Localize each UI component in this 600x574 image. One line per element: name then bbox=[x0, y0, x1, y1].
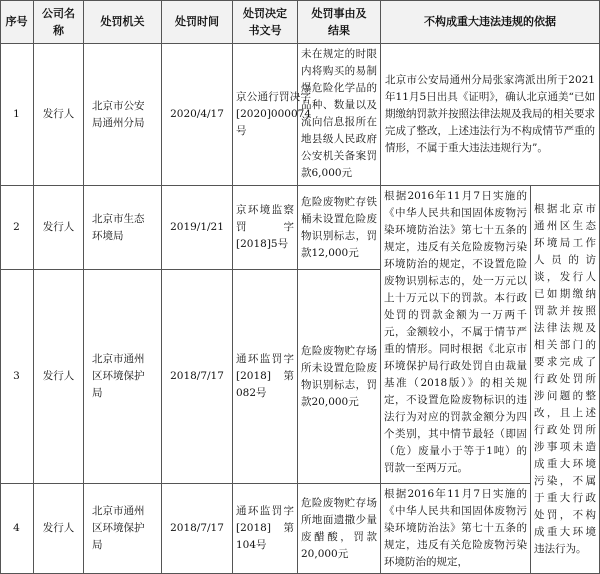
row2-authority: 北京市生态环境局 bbox=[84, 186, 162, 270]
row3-date: 2018/7/17 bbox=[162, 270, 233, 484]
row2-reason: 危险废物贮存铁桶未设置危险废物识别标志，罚款12,000元 bbox=[298, 186, 381, 270]
row1-date: 2020/4/17 bbox=[162, 44, 233, 186]
row3-company: 发行人 bbox=[34, 270, 84, 484]
row1-reason: 未在规定的时限内将购买的易制爆危险化学品的品种、数量以及流向信息报所在地县级人民政府公安机关备案罚款6,000元 bbox=[298, 44, 381, 186]
row2-doc: 京环境监察罚字[2018]5号 bbox=[233, 186, 298, 270]
row1-basis: 北京市公安局通州分局张家湾派出所于2021年11月5日出具《证明》，确认北京通美“已如期缴纳罚款并按照法律法规及我局的相关要求完成了整改，上述违法行为不构成情节严重的情形，不属于重大违法违规行为”。 bbox=[381, 44, 600, 186]
header-seq: 序号 bbox=[0, 0, 34, 44]
row3-authority: 北京市通州区环境保护局 bbox=[84, 270, 162, 484]
header-authority: 处罚机关 bbox=[84, 0, 162, 44]
header-reason: 处罚事由及结果 bbox=[298, 0, 381, 44]
row2-company: 发行人 bbox=[34, 186, 84, 270]
basis-rows-2-4-right: 根据北京市通州区生态环境局工作人员的访谈，发行人已如期缴纳罚款并按照法律法规及相关部门的要求完成了行政处罚所涉问题的整改，且上述行政处罚所涉事项未造成重大环境污染，不属于重大行政处罚，不构成重大环境违法行为。 bbox=[531, 186, 600, 574]
header-date: 处罚时间 bbox=[162, 0, 233, 44]
row1-seq: 1 bbox=[0, 44, 34, 186]
header-doc: 处罚决定书文号 bbox=[233, 0, 298, 44]
row1-doc: 京公通行罚决字[2020]000074号 bbox=[233, 44, 298, 186]
row3-reason: 危险废物贮存场所未设置危险废物识别标志，罚款20,000元 bbox=[298, 270, 381, 484]
row3-seq: 3 bbox=[0, 270, 34, 484]
row4-date: 2018/7/17 bbox=[162, 484, 233, 574]
basis-rows-2-3: 根据2016年11月7日实施的《中华人民共和国固体废物污染环境防治法》第七十五条的规定，违反有关危险废物污染环境防治的规定，不设置危险废物识别标志的，处一万元以上十万元以下的罚款。本行政处罚的罚款金额为一万两千元，金额较小，不属于情节严重的情形。同时根据《北京市环境保护局行政处罚自由裁量基准（2018版）》的相关规定，不设置危险废物标识的违法行为对应的罚款金额分为四个类别，其中情节最轻（即固（危）废量小于等于1吨）的罚款一至两万元。 bbox=[381, 186, 531, 484]
row1-authority: 北京市公安局通州分局 bbox=[84, 44, 162, 186]
row4-reason: 危险废物贮存场所地面遗撒少量废醋酸，罚款20,000元 bbox=[298, 484, 381, 574]
row4-authority: 北京市通州区环境保护局 bbox=[84, 484, 162, 574]
header-basis: 不构成重大违法违规的依据 bbox=[381, 0, 600, 44]
row1-company: 发行人 bbox=[34, 44, 84, 186]
row4-doc: 通环监罚字[2018]第104号 bbox=[233, 484, 298, 574]
basis-row-4: 根据2016年11月7日实施的《中华人民共和国固体废物污染环境防治法》第七十五条的规定，违反有关危险废物污染环境防治的规定， bbox=[381, 484, 531, 574]
row2-seq: 2 bbox=[0, 186, 34, 270]
header-company: 公司名称 bbox=[34, 0, 84, 44]
row3-doc: 通环监罚字[2018]第082号 bbox=[233, 270, 298, 484]
row2-date: 2019/1/21 bbox=[162, 186, 233, 270]
row4-company: 发行人 bbox=[34, 484, 84, 574]
row4-seq: 4 bbox=[0, 484, 34, 574]
